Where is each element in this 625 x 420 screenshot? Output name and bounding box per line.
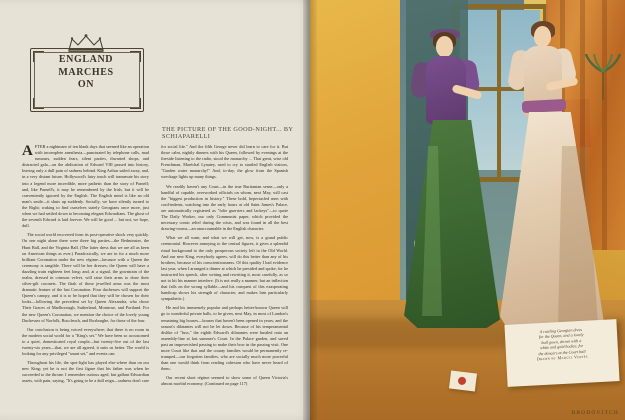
paragraph	[161, 375, 288, 387]
paragraph-text: We readily haven't any Court—in the true Ruritanian sense—only a handful of capable, overworked officials on whom, next May, will cast the "biggest production in history." These bold, bepectacled men with cord-indents, watching into the early hours at old Saint James's Palace, are automatically registered as "folie guerriers and lackeys"—to quote The Daily Worker, our only Communist paper, which provided the necessary comic relief during the crisis, and was found in all the best drawing-rooms—an unaccountable in the English character.	[161, 183, 288, 232]
illustration-caption-card	[504, 319, 619, 387]
caption-line-3: ball gown, shown with a	[541, 337, 582, 345]
article-subtitle: THE PICTURE OF THE GOOD-NIGHT... BY SCHIAPARELLI	[162, 126, 294, 140]
title-line-1: ENGLAND	[58, 54, 114, 65]
paragraph-text: Our conclusion is being voiced everywhere; that there is no room in the modern social world for a "King's set." We have been so accustomed to a quiet, domesticated royal couple—but twenty-five out of the last twenty-six years—that, we are all agreed, it suits us better. The world is looking for any privileged "smart set," and events can.	[22, 326, 149, 357]
right-illustration-page	[310, 0, 625, 420]
figure-left-gown	[406, 36, 516, 366]
page-gutter	[303, 0, 317, 420]
paragraph	[22, 232, 149, 323]
paragraph-text: Our recent short régime seemed to show some of Queen Victoria's almost morbid economy. (Continued on page 117)	[161, 375, 288, 387]
paragraph	[161, 305, 288, 372]
title-line-3: ON	[77, 79, 95, 90]
corner-ornament	[33, 98, 44, 109]
paragraph-text: Throughout his life, the spot-light has played else-where than on our new King; yet he is not the first figure that his father was when he succeeded to the throne. I remember curious aged, but gallant Edwardian assets, with pain, saying, "It's going to be a dull reign—sadness don't care for social life." And the fifth George never did learn to care for it. But those calm, nightly dinners with his Queen, followed by evenings at the fireside listening to the radio, stood the monarchy ... That great, wise old Frenchman, Maréchal Lyautey, used to cry to startled English visitors, "Garden water monarchy!" And, to-day, the glow from the Spanish wreckage lights up many things.	[22, 144, 288, 384]
page-title	[36, 54, 136, 92]
small-card-prop	[449, 370, 477, 391]
article-title-block	[24, 34, 150, 126]
red-seal-icon	[458, 376, 467, 385]
waist-sash	[522, 99, 567, 113]
skirt-shadow	[558, 146, 598, 326]
drop-cap: A	[22, 144, 33, 159]
caption-line-4: white and gold bodice, for	[540, 343, 584, 351]
paragraph-text: FTER a nightmare of ten blank days that seemed like an operation with incomplete anesthesia—punctuated by telephone calls, mad rumours, sudden fears, silent parties, thwarted shops, and distracted gala—on the abdication of Edward VIII passed into history, leaving only a dull pain of sadness behind. King Arthur sailed away, and, in a very distant future, Hollywood's fairy touch will transmute his story into a legend more incredible, more pathetic than the story of Parnell; and, like Parnell's, it may be remembered by the Irish, but it will be conveniently ignored by the English. The English mind is like an old man's smile—it shuts up suddenly. Socially, we have silently turned to the Right; waking to find ourselves stately Georgians once more, just when we had settled down to becoming elegant Edwardians. The ghost of the seventh Edward is laid forever. We will be good ... but not, we hope, dull.	[22, 144, 149, 229]
artist-signature: BRODOVITCH	[571, 410, 619, 416]
paragraph	[22, 144, 149, 229]
paragraph	[161, 235, 288, 302]
title-line-2: MARCHES	[58, 66, 114, 78]
paragraph	[161, 184, 288, 233]
caption-text	[512, 325, 612, 363]
paragraph-text: What we all want, and what we will get, now, is a grand public ceremonial. However annoying to the central figures, it gives a splendid ritual background to the only prosperous society left in the Old World. And our new King, everybody agrees, will do this better than any of his brothers, because of his conscientiousness. Of this quality I had evidence last year, when I arranged a dinner at which he presided and spoke; for he instructed his speech, after writing and rewriting it, most carefully, as so not to hit his manner interfere. (It is not really a manner, but an inflection that falls on the wrong syllable—and his conquest of this exasperating handicap shows his strength of character, and makes him particularly sympathetic.)	[161, 235, 288, 302]
face	[534, 26, 551, 47]
left-page-content	[22, 16, 294, 406]
caption-line-1: A rustling Georgian dress	[539, 326, 583, 335]
caption-line-2: for the Queen, and a lovely	[538, 332, 584, 340]
article-body	[22, 144, 288, 402]
left-text-page	[0, 0, 310, 420]
corner-ornament	[130, 98, 141, 109]
paragraph-text: The social world recovered from its post-operative shock very quickly. On one night alone there were three big parties—the Bedminster, the Hunt Ball, and the Virginia Ball. (The latter dress that we are all as keen on American things as ever.) Paradoxically, we are in for a much more brilliant Coronation under the new régime—because with a Queen the ceremony is tangible. There will be her dresses; the Queen will have a dazzling train eighteen feet long; and, at a signal, the gowntrain of the realm, dressed in crimson velvet, will raise their arms to draw their silver-gilt coronets. The flash of those jewelled arms was the most dramatic feature of the last Coronation. Four duchesses will support the Queen's canopy, and it is to be hoped that they will be chosen for their looks—following the precedent set by Queen Alexandra, who chose Their Graces of Marlborough, Sutherland, Montrose, and Portland. For the new Queen's Coronation, we mention the choice of the lovely young Duchesses of Norfolk, Buccleuch, and Roxburghe, for those of the four.	[22, 232, 149, 323]
caption-credit: Drawn by Marcel Vertès	[536, 353, 588, 362]
fashion-illustration	[310, 0, 625, 420]
paragraph	[22, 327, 149, 357]
paragraph-text: He and his immensely popular and perhaps better-known Queen will go to wonderful private balls, to be given, next May, in most of London's remaining big houses—houses that haven't been opened in years; and the season's dilatantes will not be let down. Because of his temperamental dislike of "fuss," the eighth Edward's dilatantes were bustled onto an assembly-line at last summer's Court. In the Palace garden, and saved past an impoverished passing to make their bow in the passing visit. One more Court like that and the county families would be permanently re-trumped—our forgotten families, who are socially much more powerful than one would think from reading cohesion who have never heard of them.	[161, 305, 288, 372]
face	[436, 36, 453, 57]
caption-line-5: the dancers at the Court ball	[538, 348, 586, 356]
skirt-green	[404, 120, 500, 328]
